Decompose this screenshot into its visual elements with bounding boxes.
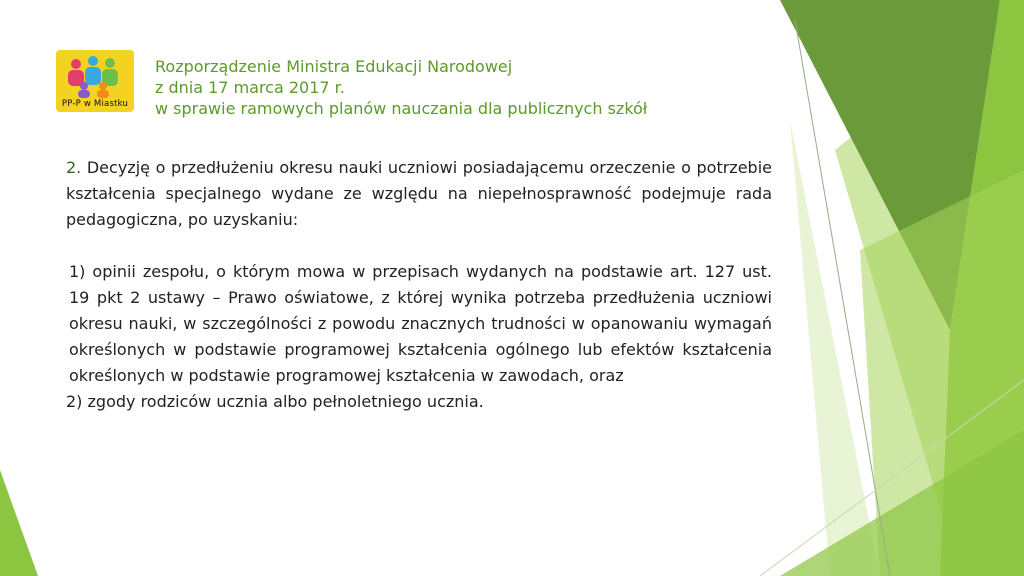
left-green-wedge	[0, 470, 38, 576]
title-line-3: w sprawie ramowych planów nauczania dla publicznych szkół	[155, 99, 648, 118]
list-item-2: 2) zgody rodziców ucznia albo pełnoletniego ucznia.	[66, 392, 484, 411]
page-title	[155, 56, 755, 119]
spacer	[66, 233, 772, 259]
list-item-1: 1) opinii zespołu, o którym mowa w przepisach wydanych na podstawie art. 127 ust. 19 pkt 2 ustawy – Prawo oświatowe, z której wynika potrzeba przedłużenia uczniowi okresu nauki, w szczególności z powodu znacznych trudności w opanowaniu wymagań określonych w podstawie programowej kształcenia ogólnego lub efektów kształcenia określonych w podstawie programowej kształcenia w zawodach, oraz	[69, 262, 772, 385]
logo	[56, 50, 134, 112]
paragraph-text: Decyzję o przedłużeniu okresu nauki uczniowi posiadającemu orzeczenie o potrzebie kształcenia specjalnego wydane ze względu na niepełnosprawność podejmuje rada pedagogiczna, po uzyskaniu:	[66, 158, 772, 229]
title-line-1: Rozporządzenie Ministra Edukacji Narodowej	[155, 57, 513, 76]
paragraph-2	[66, 155, 772, 233]
slide-body	[66, 155, 772, 415]
logo-text: PP-P w Miastku	[61, 99, 129, 109]
title-line-2: z dnia 17 marca 2017 r.	[155, 78, 345, 97]
paragraph-number: 2.	[66, 158, 82, 177]
